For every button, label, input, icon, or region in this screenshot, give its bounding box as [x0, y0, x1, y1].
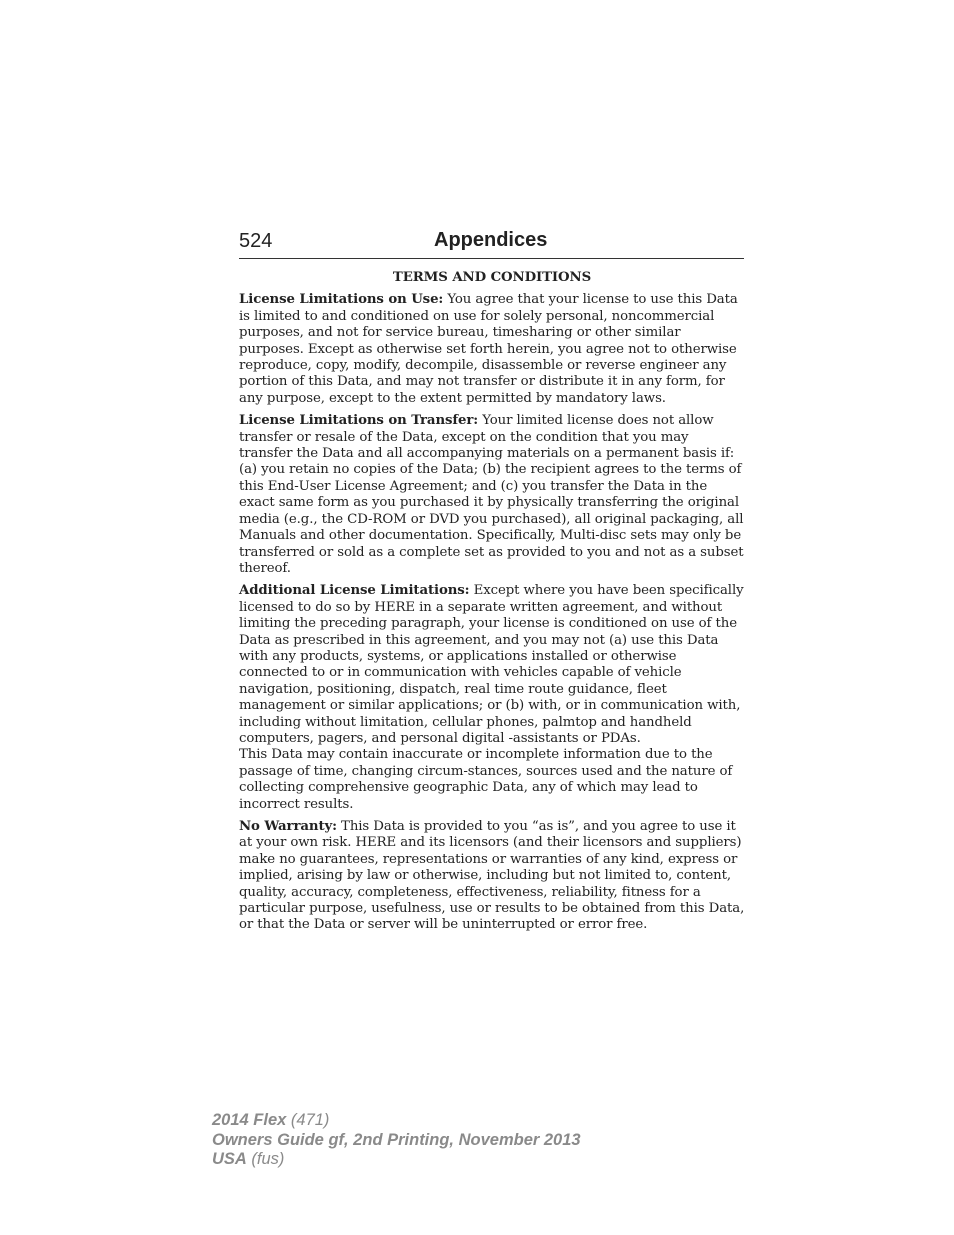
document-body	[239, 270, 745, 940]
paragraph-data-accuracy	[239, 747, 745, 813]
footer-region: USA	[212, 1150, 247, 1168]
paragraph-text: You agree that your license to use this Data is limited to and conditioned on use for solely personal, noncommercial purposes, and not for service bureau, timesharing or other similar purposes. Except as otherwise set forth herein, you agree not to otherwise reproduce, copy, modify, decompile, disassemble or reverse engineer any portion of this Data, and may not transfer or distribute it in any form, for any purpose, except to the extent permitted by mandatory laws.	[239, 292, 738, 406]
footer-model-code: (471)	[286, 1111, 330, 1129]
paragraph-lead: License Limitations on Transfer:	[239, 413, 479, 429]
page-header	[239, 228, 744, 259]
paragraph-lead: License Limitations on Use:	[239, 292, 444, 308]
paragraph-text: Except where you have been specifically licensed to do so by HERE in a separate written agreement, and without limiting the preceding paragraph, your license is conditioned on use of the Data as prescribed in this agreement, and you may not (a) use this Data with any products, systems, or applications installed or otherwise connected to or in communication with vehicles capable of vehicle navigation, positioning, dispatch, real time route guidance, fleet management or similar applications; or (b) with, or in communication with, including without limitation, cellular phones, palmtop and handheld computers, pagers, and personal digital -assistants or PDAs.	[239, 583, 744, 746]
paragraph-no-warranty	[239, 819, 745, 934]
paragraph-lead: Additional License Limitations:	[239, 583, 470, 599]
footer-region-line	[212, 1150, 581, 1170]
footer-model: 2014 Flex	[212, 1111, 287, 1129]
paragraph-additional-limitations	[239, 583, 745, 747]
paragraph-license-transfer	[239, 413, 745, 577]
footer-guide-line: Owners Guide gf, 2nd Printing, November 2013	[212, 1130, 581, 1149]
paragraph-text: Your limited license does not allow transfer or resale of the Data, except on the condition that you may transfer the Data and all accompanying materials on a permanent basis if: (a) you retain no copies of the Data; (b) the recipient agrees to the terms of this End-User License Agreement; and (c) you transfer the Data in the exact same form as you purchased it by physically transferring the original media (e.g., the CD-ROM or DVD you purchased), all original packaging, all Manuals and other documentation. Specifically, Multi-disc sets may only be transferred or sold as a complete set as provided to you and not as a subset thereof.	[239, 413, 744, 576]
terms-heading: TERMS AND CONDITIONS	[392, 270, 592, 285]
page-number: 524	[239, 230, 273, 252]
paragraph-license-use	[239, 292, 745, 407]
footer-model-line	[212, 1111, 581, 1131]
paragraph-lead: No Warranty:	[239, 819, 337, 834]
paragraph-text: This Data is provided to you “as is”, and you agree to use it at your own risk. HERE and its licensors (and their licensors and suppliers) make no guarantees, representations or warranties of any kind, express or implied, arising by law or otherwise, including but not limited to, content, quality, accuracy, completeness, effectiveness, reliability, fitness for a particular purpose, usefulness, use or results to be obtained from this Data, or that the Data or server will be uninterrupted or error free.	[239, 819, 745, 933]
paragraph-text: This Data may contain inaccurate or incomplete information due to the passage of time, changing circum-stances, sources used and the nature of collecting comprehensive geographic Data, any of which may lead to incorrect results.	[239, 747, 733, 812]
footer-region-code: (fus)	[246, 1150, 285, 1168]
section-title: Appendices	[434, 229, 548, 251]
page-footer	[212, 1111, 581, 1170]
